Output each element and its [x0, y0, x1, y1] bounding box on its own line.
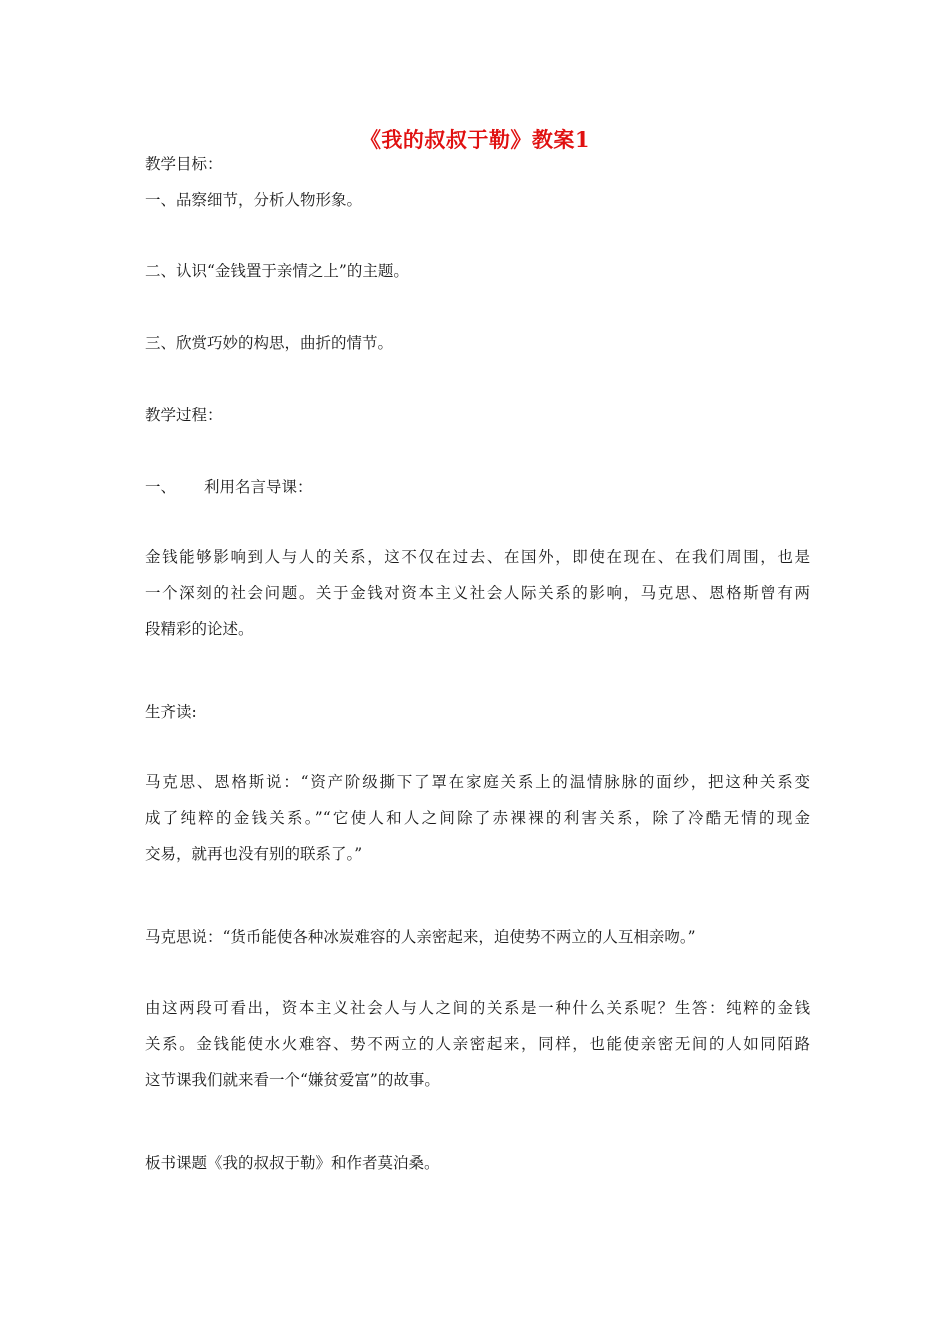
paragraph-line: 马克思、恩格斯说：“资产阶级撕下了罩在家庭关系上的温情脉脉的面纱，把这种关系变	[145, 773, 810, 791]
objective-item: 一、品察细节，分析人物形象。	[145, 191, 363, 209]
process-heading: 教学过程：	[145, 406, 223, 424]
objective-item: 三、欣赏巧妙的构思，曲折的情节。	[145, 334, 394, 352]
step-heading	[145, 475, 810, 499]
quote-paragraph	[145, 764, 810, 872]
paragraph-line: 交易，就再也没有别的联系了。”	[145, 845, 363, 863]
paragraph-line: 这节课我们就来看一个“嫌贫爱富”的故事。	[145, 1071, 440, 1089]
objective-item: 二、认识“金钱置于亲情之上”的主题。	[145, 262, 409, 280]
paragraph-line: 由这两段可看出，资本主义社会人与人之间的关系是一种什么关系呢？生答：纯粹的金钱	[145, 999, 810, 1017]
paragraph-line: 一个深刻的社会问题。关于金钱对资本主义社会人际关系的影响，马克思、恩格斯曾有两	[145, 584, 810, 602]
read-aloud-label: 生齐读:	[145, 703, 197, 721]
paragraph-line: 金钱能够影响到人与人的关系，这不仅在过去、在国外，即使在现在、在我们周围，也是	[145, 548, 810, 566]
document-title: 《我的叔叔于勒》教案1	[359, 127, 591, 152]
board-note: 板书课题《我的叔叔于勒》和作者莫泊桑。	[145, 1154, 440, 1172]
marx-quote: 马克思说：“货币能使各种冰炭难容的人亲密起来，迫使势不两立的人互相亲吻。”	[145, 928, 696, 946]
step-number: 一、	[145, 478, 177, 496]
intro-paragraph	[145, 539, 810, 647]
paragraph-line: 关系。金钱能使水火难容、势不两立的人亲密起来，同样，也能使亲密无间的人如同陌路	[145, 1035, 810, 1053]
analysis-paragraph	[145, 990, 810, 1098]
objectives-heading: 教学目标：	[145, 155, 223, 173]
paragraph-line: 段精彩的论述。	[145, 620, 254, 638]
paragraph-line: 成了纯粹的金钱关系。”“它使人和人之间除了赤裸裸的利害关系，除了冷酷无情的现金	[145, 809, 810, 827]
step-label: 利用名言导课：	[204, 478, 313, 496]
